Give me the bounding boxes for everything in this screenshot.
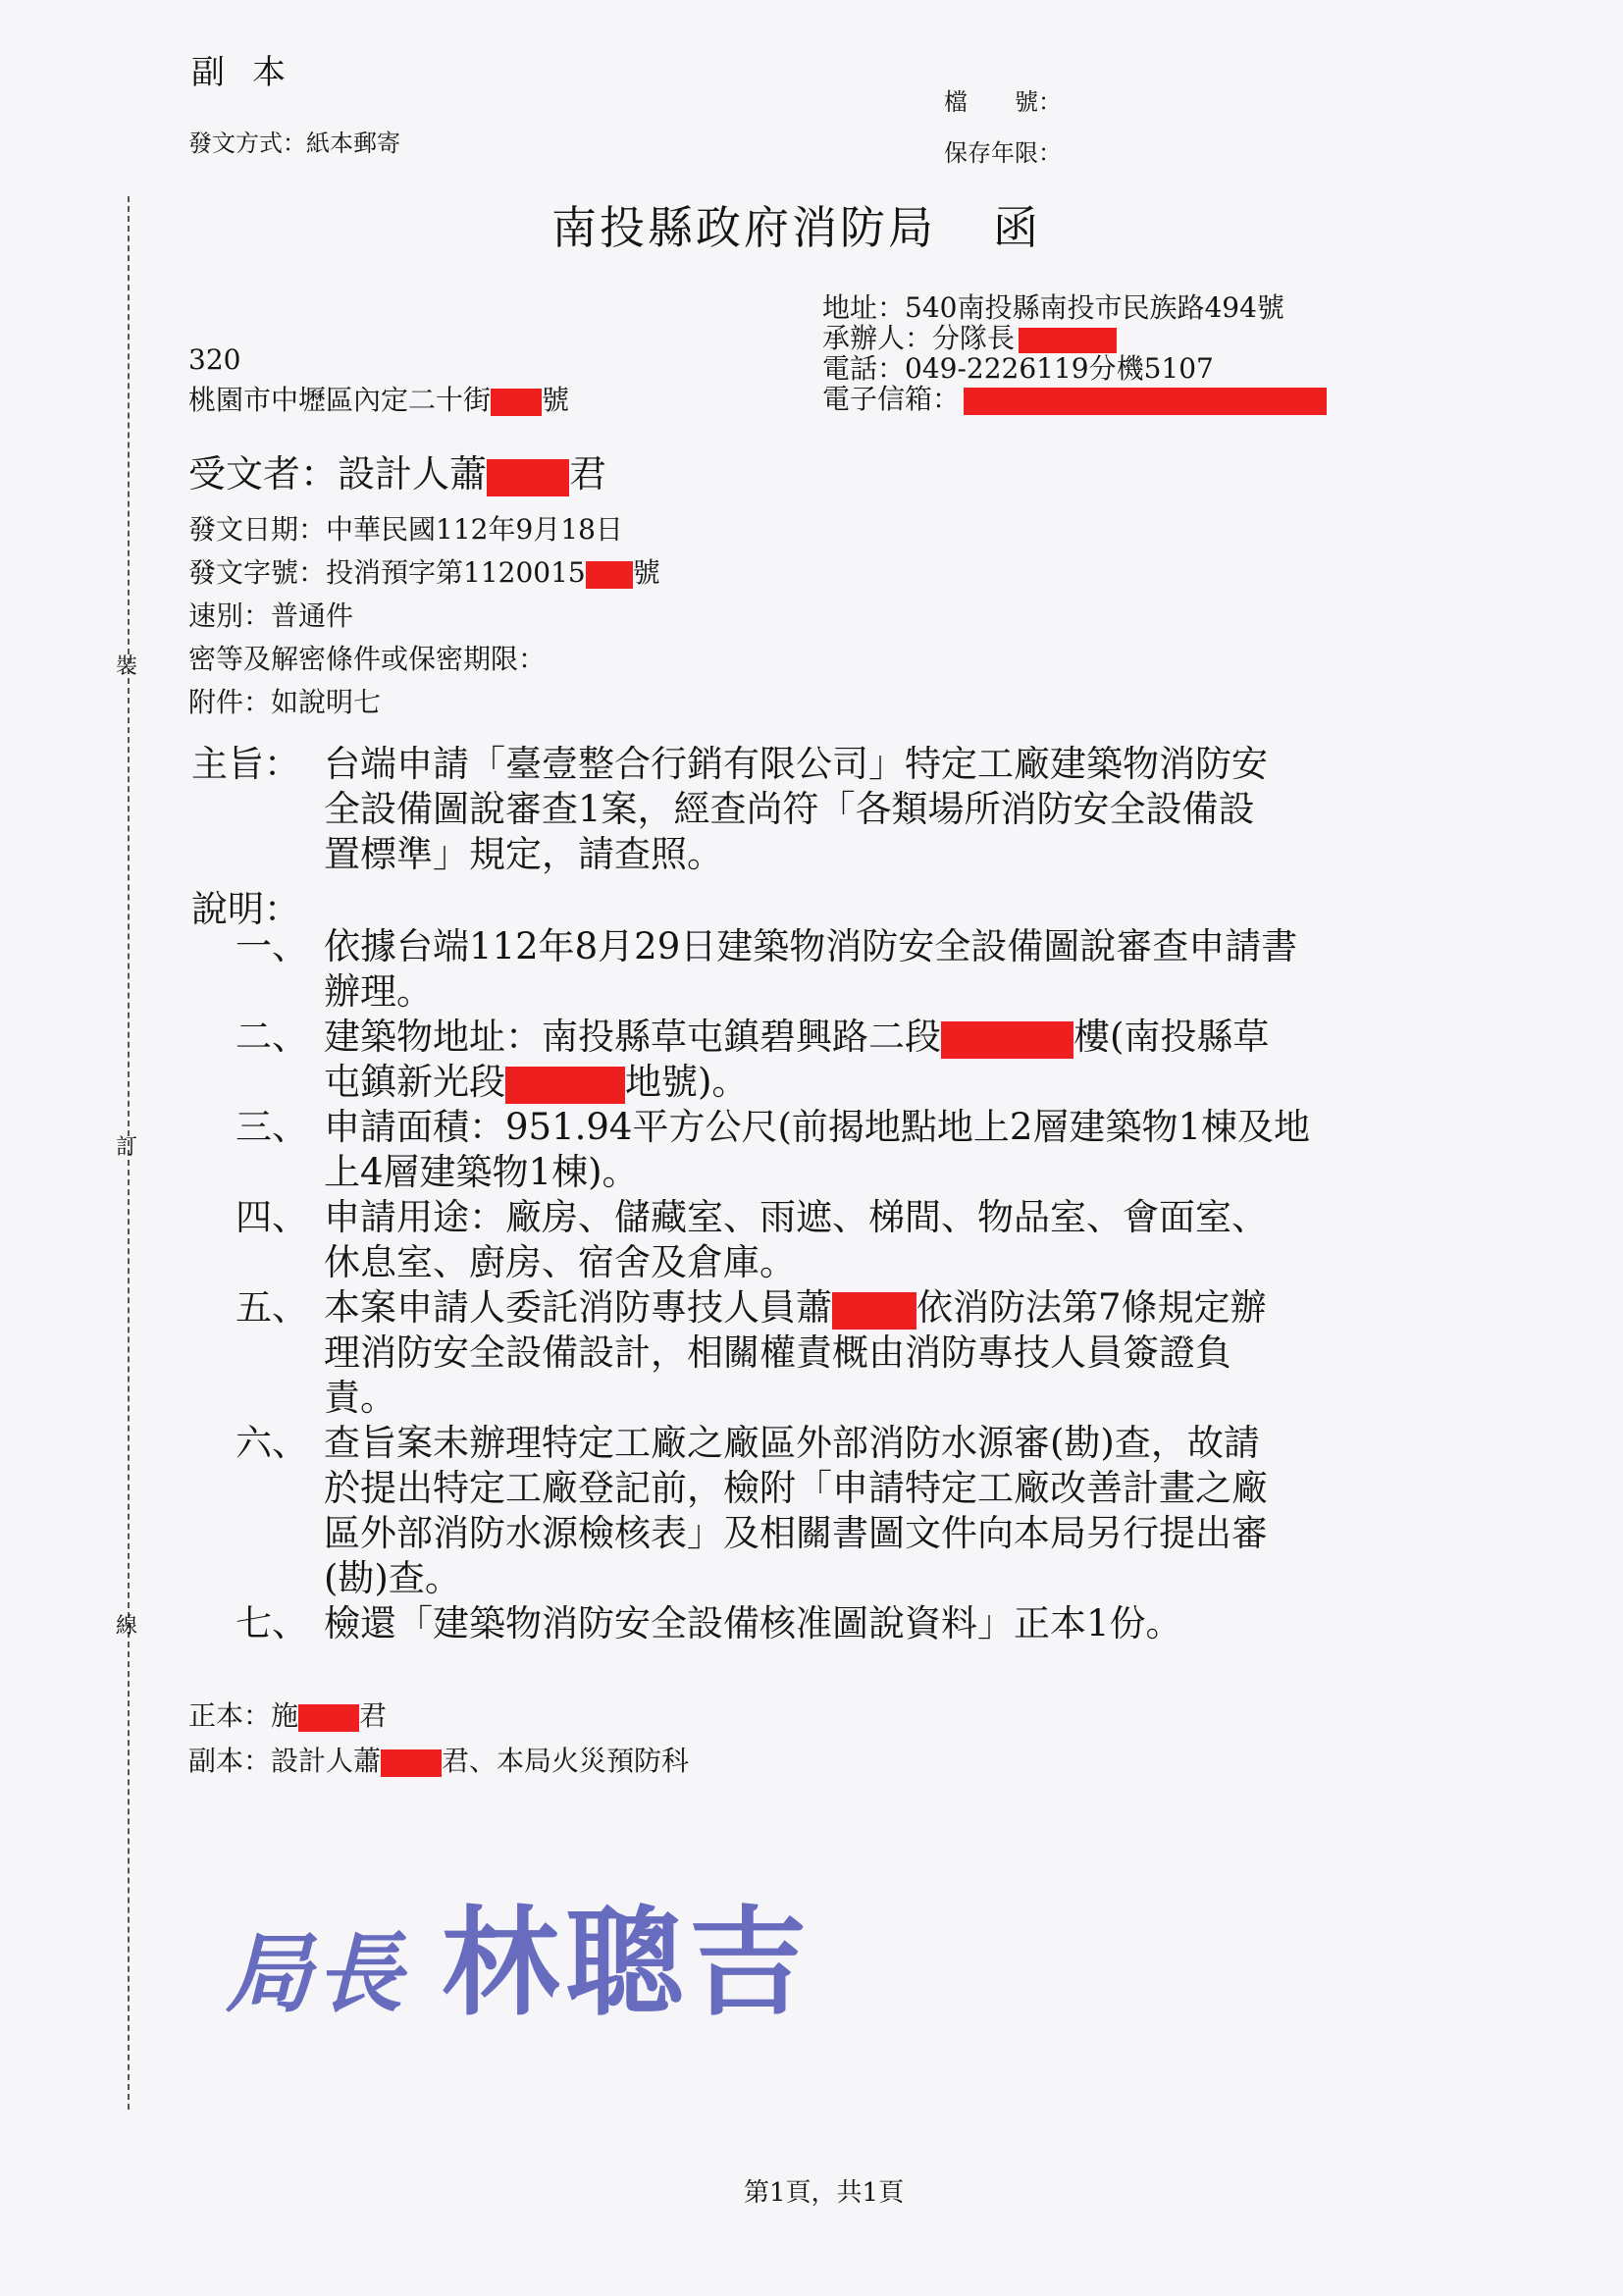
explanation-item: 三、 申請面積：951.94平方公尺(前揭地點地上2層建築物1棟及地 上4層建築物1棟)。 bbox=[236, 1106, 1310, 1193]
stamp-name: 林聰吉 bbox=[442, 1894, 813, 2032]
redaction-bar bbox=[487, 459, 569, 496]
secrecy-class: 密等及解密條件或保密期限： bbox=[188, 643, 547, 675]
document-kind: 函 bbox=[993, 201, 1041, 254]
subject-line: 台端申請「臺壹整合行銷有限公司」特定工廠建築物消防安 bbox=[324, 743, 1268, 785]
attachment: 附件：如說明七 bbox=[188, 686, 382, 718]
redaction-bar bbox=[964, 388, 1327, 415]
explanation-item: 七、 檢還「建築物消防安全設備核准圖說資料」正本1份。 bbox=[236, 1602, 1182, 1644]
distribution-list bbox=[188, 1694, 689, 1784]
copy-recipients: 副本：設計人蕭 君、本局火災預防科 bbox=[188, 1745, 690, 1777]
explanation-item: 六、 查旨案未辦理特定工廠之廠區外部消防水源審(勘)查，故請 於提出特定工廠登記前，檢附「申請特定工廠改善計畫之廠 區外部消防水源檢核表」及相關書圖文件向本局另行提出審 (勘)查。 bbox=[236, 1422, 1268, 1599]
file-number-label: 檔 號： bbox=[944, 88, 1062, 116]
sender-phone: 電話：049-2226119分機5107 bbox=[822, 352, 1214, 385]
sender-address: 地址：540南投縣南投市民族路494號 bbox=[822, 291, 1284, 324]
issuing-organization: 南投縣政府消防局 bbox=[551, 201, 936, 254]
explanation-item: 四、 申請用途：廠房、儲藏室、雨遮、梯間、物品室、會面室、 休息室、廚房、宿舍及倉庫。 bbox=[236, 1196, 1268, 1283]
director-signature-stamp bbox=[226, 1869, 812, 2038]
receiver-address: 桃園市中壢區內定二十街 號 bbox=[188, 384, 570, 416]
copy-mark: 副本 bbox=[191, 53, 313, 92]
binding-mark-xian: 線 bbox=[116, 1614, 138, 1639]
page-number: 第1頁，共1頁 bbox=[744, 2178, 905, 2208]
sender-handler: 承辦人：分隊長 bbox=[822, 323, 1327, 353]
redaction-bar bbox=[586, 561, 633, 589]
redaction-bar bbox=[832, 1292, 916, 1330]
speed-class: 速別：普通件 bbox=[188, 600, 354, 632]
subject-line: 置標準」規定，請查照。 bbox=[324, 833, 723, 875]
receiver-zip: 320 bbox=[188, 343, 241, 376]
subject-section bbox=[191, 742, 1268, 877]
retention-period-label: 保存年限： bbox=[944, 139, 1062, 167]
binding-mark-zhuang: 裝 bbox=[116, 654, 138, 679]
issue-number: 發文字號：投消預字第1120015 號 bbox=[188, 556, 660, 589]
sender-info bbox=[822, 292, 1327, 415]
stamp-role: 局長 bbox=[226, 1922, 407, 2024]
subject-line: 全設備圖說審查1案，經查尚符「各類場所消防安全設備設 bbox=[324, 788, 1255, 830]
redaction-bar bbox=[381, 1749, 442, 1777]
issue-date: 發文日期：中華民國112年9月18日 bbox=[188, 513, 623, 546]
explanation-item: 一、 依據台端112年8月29日建築物消防安全設備圖說審查申請書 辦理。 bbox=[236, 925, 1298, 1013]
explanation-list bbox=[236, 924, 1310, 1646]
original-recipient: 正本：施 君 bbox=[188, 1699, 388, 1732]
redaction-bar bbox=[505, 1067, 625, 1104]
explanation-heading: 說明： bbox=[191, 888, 300, 930]
redaction-bar bbox=[941, 1021, 1073, 1059]
redaction-bar bbox=[1019, 328, 1117, 353]
binding-mark-ding: 訂 bbox=[116, 1135, 138, 1160]
explanation-item: 五、 本案申請人委託消防專技人員蕭 依消防法第7條規定辦 理消防安全設備設計，相關權責概由消防專技人員簽證負 責。 bbox=[236, 1286, 1267, 1419]
subject-lead: 主旨： bbox=[191, 743, 300, 785]
explanation-item: 二、 建築物地址：南投縣草屯鎮碧興路二段 樓(南投縣草 屯鎮新光段 地號)。 bbox=[236, 1016, 1270, 1103]
recipient: 受文者：設計人蕭 君 bbox=[188, 452, 607, 496]
sender-email: 電子信箱： bbox=[822, 384, 1327, 415]
document-meta bbox=[188, 508, 660, 724]
send-mode: 發文方式：紙本郵寄 bbox=[188, 130, 400, 157]
document-title bbox=[551, 192, 1041, 257]
redaction-bar bbox=[491, 389, 542, 416]
redaction-bar bbox=[298, 1704, 359, 1732]
